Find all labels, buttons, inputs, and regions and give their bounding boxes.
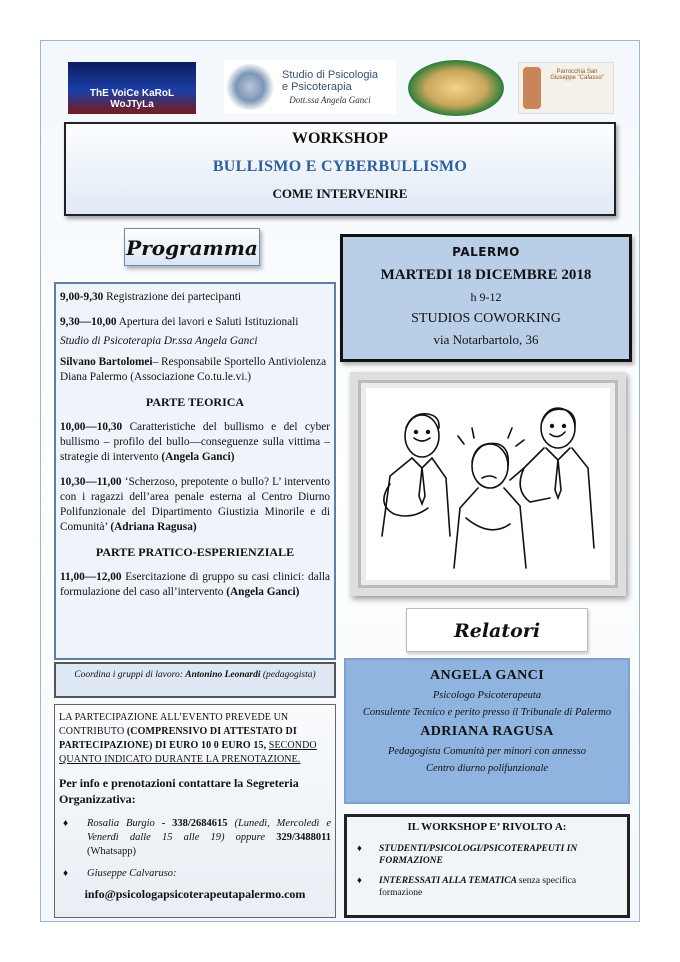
program-speaker: (Angela Ganci): [226, 586, 300, 598]
contact-phone-alt[interactable]: 329/3488011: [276, 832, 332, 843]
audience-item: [353, 875, 621, 899]
bullying-illustration: [366, 388, 610, 580]
relatori-heading: Relatori: [406, 608, 588, 652]
illustration-frame: [350, 372, 626, 596]
workshop-title: WORKSHOP: [291, 130, 388, 147]
contact-name: Rosalia Burgio: [87, 818, 155, 829]
fee-amount: DI EURO 10 0 EURO 15,: [155, 740, 267, 751]
speaker-role: – Responsabile Sportello Antiviolenza Diana Palermo (Associazione Co.tu.le.vi.): [60, 356, 327, 383]
section-title: PARTE TEORICA: [145, 395, 245, 409]
speaker-name: ANGELA GANCI: [429, 668, 545, 683]
program-desc: Esercitazione di gruppo su casi clinici: dalla formulazione del caso all’intervento: [60, 571, 330, 598]
fee-text: LA PARTECIPAZIONE ALL’EVENTO PREVEDE UN CONTRIBUTO: [59, 712, 289, 737]
info-box: [54, 704, 336, 918]
speaker-name: ADRIANA RAGUSA: [420, 724, 554, 739]
diamond-bullet-icon: ♦: [357, 876, 362, 886]
program-time: 11,00—12,00: [60, 571, 122, 583]
coordinator-label: Coordina i gruppi di lavoro:: [74, 670, 183, 680]
contact-or: oppure: [235, 832, 266, 843]
program-desc: Apertura dei lavori e Saluti Istituzionali: [118, 316, 299, 328]
workshop-title-box: [64, 122, 616, 216]
workshop-tagline: COME INTERVENIRE: [272, 186, 408, 201]
program-time: 9,00-9,30: [60, 291, 104, 303]
contact-phone[interactable]: - 338/2684615: [161, 818, 228, 829]
fee-text-underline: SECONDO QUANTO INDICATO DURANTE LA PRENOTAZIONE.: [59, 740, 317, 765]
programma-heading: Programma: [124, 228, 260, 266]
contact-item: [59, 817, 331, 859]
program-speaker: (Adriana Ragusa): [110, 521, 197, 533]
voice-logo-text: ThE VoiCe KaRoL WoJTyLa: [89, 88, 175, 110]
voice-karol-wojtyla-logo: [68, 62, 196, 114]
program-item: [60, 355, 330, 385]
contact-heading: Per info e prenotazioni contattare la Segreteria Organizzativa:: [59, 776, 299, 806]
workshop-subtitle: BULLISMO E CYBERBULLISMO: [212, 158, 468, 175]
diamond-bullet-icon: ♦: [63, 818, 69, 829]
event-city: PALERMO: [452, 245, 520, 259]
fee-notice: [59, 711, 331, 767]
program-speaker: (Angela Ganci): [161, 451, 235, 463]
parrocchia-logo: [518, 62, 614, 114]
event-time: h 9-12: [470, 290, 502, 304]
parrocchia-text: Parrocchia San Giuseppe "Cafasso": [550, 69, 604, 81]
program-time: 10,00—10,30: [60, 421, 123, 433]
contact-hours: (Lunedì, Mercoledì e Venerdì dalle 15 alle 19): [87, 818, 331, 843]
program-item: [60, 420, 330, 465]
audience-text: STUDENTI/PSICOLOGI/PSICOTERAPEUTI IN FORMAZIONE: [379, 844, 578, 866]
contact-whatsapp: (Whatsapp): [87, 846, 136, 857]
diamond-bullet-icon: ♦: [63, 868, 69, 879]
speakers-box: [344, 658, 630, 804]
event-address: via Notarbartolo, 36: [433, 332, 539, 347]
program-time: 9,30—10,00: [60, 316, 117, 328]
program-desc: Registrazione dei partecipanti: [106, 291, 242, 303]
program-item: [60, 315, 330, 330]
section-title: PARTE PRATICO-ESPERIENZIALE: [95, 545, 295, 559]
event-venue: STUDIOS COWORKING: [411, 311, 561, 326]
audience-text-plain: senza specifica formazione: [379, 876, 577, 898]
program-desc: Caratteristiche del bullismo e del cyber bullismo – profilo del bullo—conseguenze sulla vittima – strategie di intervento: [60, 421, 330, 463]
event-details-box: [340, 234, 632, 362]
event-date: MARTEDI 18 DICEMBRE 2018: [380, 267, 592, 283]
coordinator-role: (pedagogista): [262, 670, 316, 680]
speaker-role: Consulente Tecnico e perito presso il Tribunale di Palermo: [362, 707, 612, 718]
studio-logo-line1: Studio di Psicologia: [282, 69, 379, 81]
audience-item: [353, 843, 621, 867]
saint-statue-icon: [523, 67, 541, 109]
studio-logo-line2: e Psicoterapia: [282, 81, 352, 93]
program-item: [60, 475, 330, 535]
audience-heading: IL WORKSHOP E’ RIVOLTO A:: [407, 821, 567, 833]
studio-psicologia-logo: [224, 60, 396, 114]
association-oval-logo: [408, 60, 504, 116]
speaker-name: Silvano Bartolomei: [60, 356, 153, 368]
speaker-role: Psicologo Psicoterapeuta: [432, 690, 542, 701]
program-desc: ‘Scherzoso, prepotente o bullo? L’ intervento con i ragazzi dell’area penale esterna al Centro Diurno Polifunzionale del Dipartimento Giustizia Minorile e di Comunità’: [60, 476, 330, 533]
swirl-icon: [224, 64, 276, 110]
contact-email[interactable]: info@psicologapsicoterapeutapalermo.com: [84, 887, 306, 901]
speaker-role: Pedagogista Comunità per minori con annesso: [387, 746, 587, 757]
studio-logo-signature: Dott.ssa Angela Ganci: [289, 95, 371, 105]
fee-text-bold: (COMPRENSIVO DI ATTESTATO DI PARTECIPAZIONE): [59, 726, 297, 751]
audience-box: [344, 814, 630, 918]
audience-text: INTERESSATI ALLA TEMATICA: [379, 876, 517, 886]
program-time: 10,30—11,00: [60, 476, 122, 488]
program-note: Studio di Psicoterapia Dr.ssa Angela Ganci: [60, 335, 258, 347]
program-item: [60, 570, 330, 600]
diamond-bullet-icon: ♦: [357, 844, 362, 854]
contact-list: [59, 817, 331, 881]
program-box: [54, 282, 336, 660]
contact-name: Giuseppe Calvaruso:: [87, 868, 177, 879]
program-item: [60, 290, 330, 305]
audience-list: [353, 843, 621, 899]
speaker-role: Centro diurno polifunzionale: [425, 763, 549, 774]
coordinator-box: [54, 662, 336, 698]
contact-item: [59, 867, 331, 881]
coordinator-name: Antonino Leonardi: [185, 670, 261, 680]
